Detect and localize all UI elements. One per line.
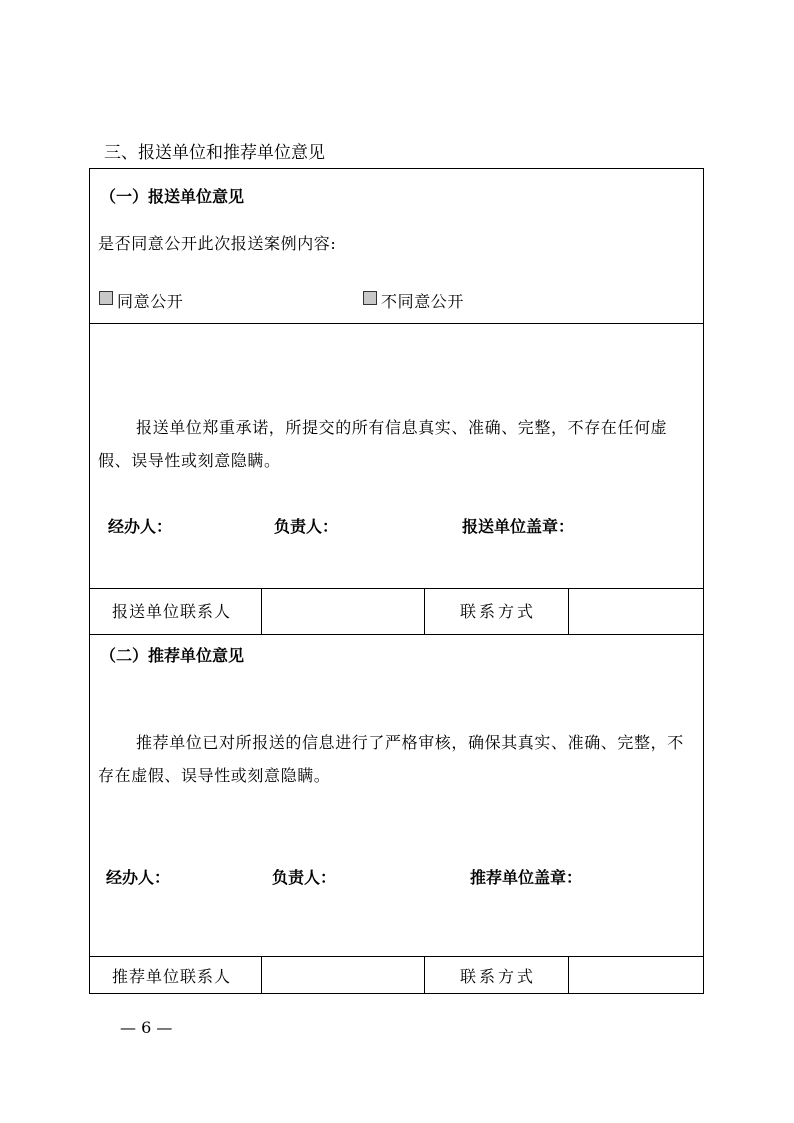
part1-contact-method-label: 联系方式 [460, 602, 537, 621]
part2-contact-method-label: 联系方式 [460, 967, 537, 986]
disagree-checkbox[interactable] [363, 291, 377, 305]
divider [568, 956, 569, 994]
divider [261, 956, 262, 994]
part2-handler-label: 经办人： [106, 868, 171, 887]
divider [90, 956, 703, 957]
divider [90, 634, 703, 635]
part2-contact-person-label: 推荐单位联系人 [112, 967, 232, 986]
page-number: — 6 — [120, 1018, 173, 1037]
divider [424, 588, 425, 634]
section-title: 三、报送单位和推荐单位意见 [104, 143, 325, 163]
divider [90, 588, 703, 589]
publish-question: 是否同意公开此次报送案例内容: [98, 234, 337, 253]
agree-label: 同意公开 [117, 292, 184, 311]
divider [261, 588, 262, 634]
part2-responsible-label: 负责人： [272, 868, 337, 887]
divider [90, 323, 703, 324]
part2-seal-label: 推荐单位盖章： [470, 868, 583, 887]
part1-responsible-label: 负责人： [274, 517, 339, 536]
opinion-table [89, 168, 704, 994]
part1-heading: （一）报送单位意见 [100, 187, 245, 206]
part2-heading: （二）推荐单位意见 [100, 646, 245, 665]
agree-checkbox[interactable] [99, 291, 113, 305]
part1-contact-method-field[interactable] [574, 599, 699, 621]
part2-contact-method-field[interactable] [574, 964, 699, 986]
divider [568, 588, 569, 634]
part2-commitment: 推荐单位已对所报送的信息进行了严格审核，确保其真实、准确、完整，不存在虚假、误导性或刻意隐瞒。 [98, 733, 684, 785]
part2-contact-person-field[interactable] [268, 964, 418, 986]
part1-contact-person-label: 报送单位联系人 [112, 602, 232, 621]
part1-seal-label: 报送单位盖章： [462, 517, 575, 536]
part1-commitment: 报送单位郑重承诺，所提交的所有信息真实、准确、完整，不存在任何虚假、误导性或刻意隐瞒。 [98, 418, 668, 470]
disagree-label: 不同意公开 [381, 292, 465, 311]
part1-handler-label: 经办人： [108, 517, 173, 536]
part1-contact-person-field[interactable] [268, 599, 418, 621]
divider [424, 956, 425, 994]
